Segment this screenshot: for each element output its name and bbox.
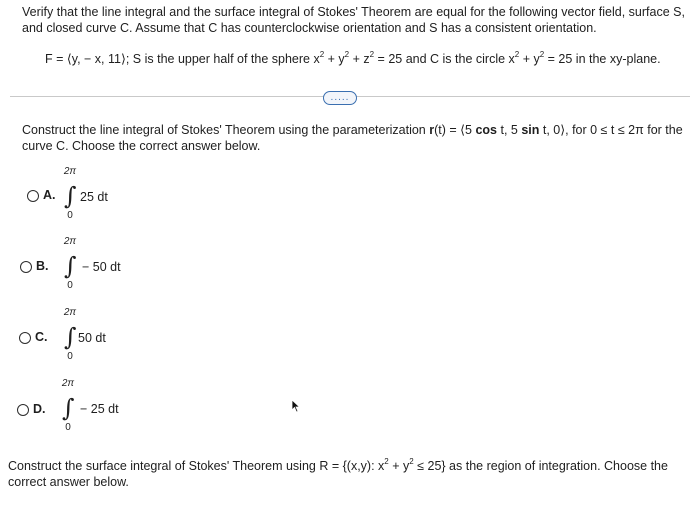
option-d-lower-limit: 0: [65, 422, 71, 433]
option-a-upper-limit: 2π: [63, 166, 77, 177]
integral-sign-icon: ∫: [64, 323, 77, 351]
option-a-lower-limit: 0: [67, 210, 73, 221]
option-d-label: D.: [33, 402, 46, 416]
integral-sign-icon: ∫: [64, 182, 77, 210]
option-b-upper-limit: 2π: [63, 236, 77, 247]
question-intro-line1: Verify that the line integral and the surface integral of Stokes' Theorem are equal for the following vector field, surface S,: [22, 5, 685, 19]
option-b-lower-limit: 0: [67, 280, 73, 291]
question-intro-line2: and closed curve C. Assume that C has counterclockwise orientation and S has a consistent orientation.: [22, 21, 597, 35]
option-c-upper-limit: 2π: [63, 307, 77, 318]
option-c-label: C.: [35, 330, 48, 344]
radio-option-a[interactable]: [27, 190, 39, 202]
radio-option-b[interactable]: [20, 261, 32, 273]
vector-field-statement: F = ⟨y, − x, 11⟩; S is the upper half of the sphere $x^2 + y^2 + z^2 = 25$ and C is the circle $x^2 + y^2 = 25$ in the xy-plane.: [45, 50, 661, 66]
expand-more-button[interactable]: .....: [323, 91, 357, 105]
radio-option-d[interactable]: [17, 404, 29, 416]
option-b-label: B.: [36, 259, 49, 273]
integral-sign-icon: ∫: [62, 394, 75, 422]
option-a-label: A.: [43, 188, 56, 202]
radio-option-c[interactable]: [19, 332, 31, 344]
option-d-integrand: − 25 dt: [80, 402, 119, 416]
part1-prompt-line2: curve C. Choose the correct answer below.: [22, 139, 261, 153]
option-a-integrand: 25 dt: [80, 190, 108, 204]
part1-prompt-line1: Construct the line integral of Stokes' Theorem using the parameterization r(t) = ⟨5 cos t, 5 sin t, 0⟩, for 0 ≤ t ≤ 2π for the: [22, 123, 683, 137]
integral-sign-icon: ∫: [64, 252, 77, 280]
option-c-lower-limit: 0: [67, 351, 73, 362]
option-b-integrand: − 50 dt: [82, 260, 121, 274]
mouse-pointer-icon: [291, 399, 301, 413]
option-c-integrand: 50 dt: [78, 331, 106, 345]
part2-prompt-line2: correct answer below.: [8, 475, 129, 489]
option-d-upper-limit: 2π: [61, 378, 75, 389]
part2-prompt-line1: Construct the surface integral of Stokes' Theorem using R = {(x,y): $x^2 + y^2 \le 25$} as the region of integration. Choose the: [8, 457, 668, 473]
